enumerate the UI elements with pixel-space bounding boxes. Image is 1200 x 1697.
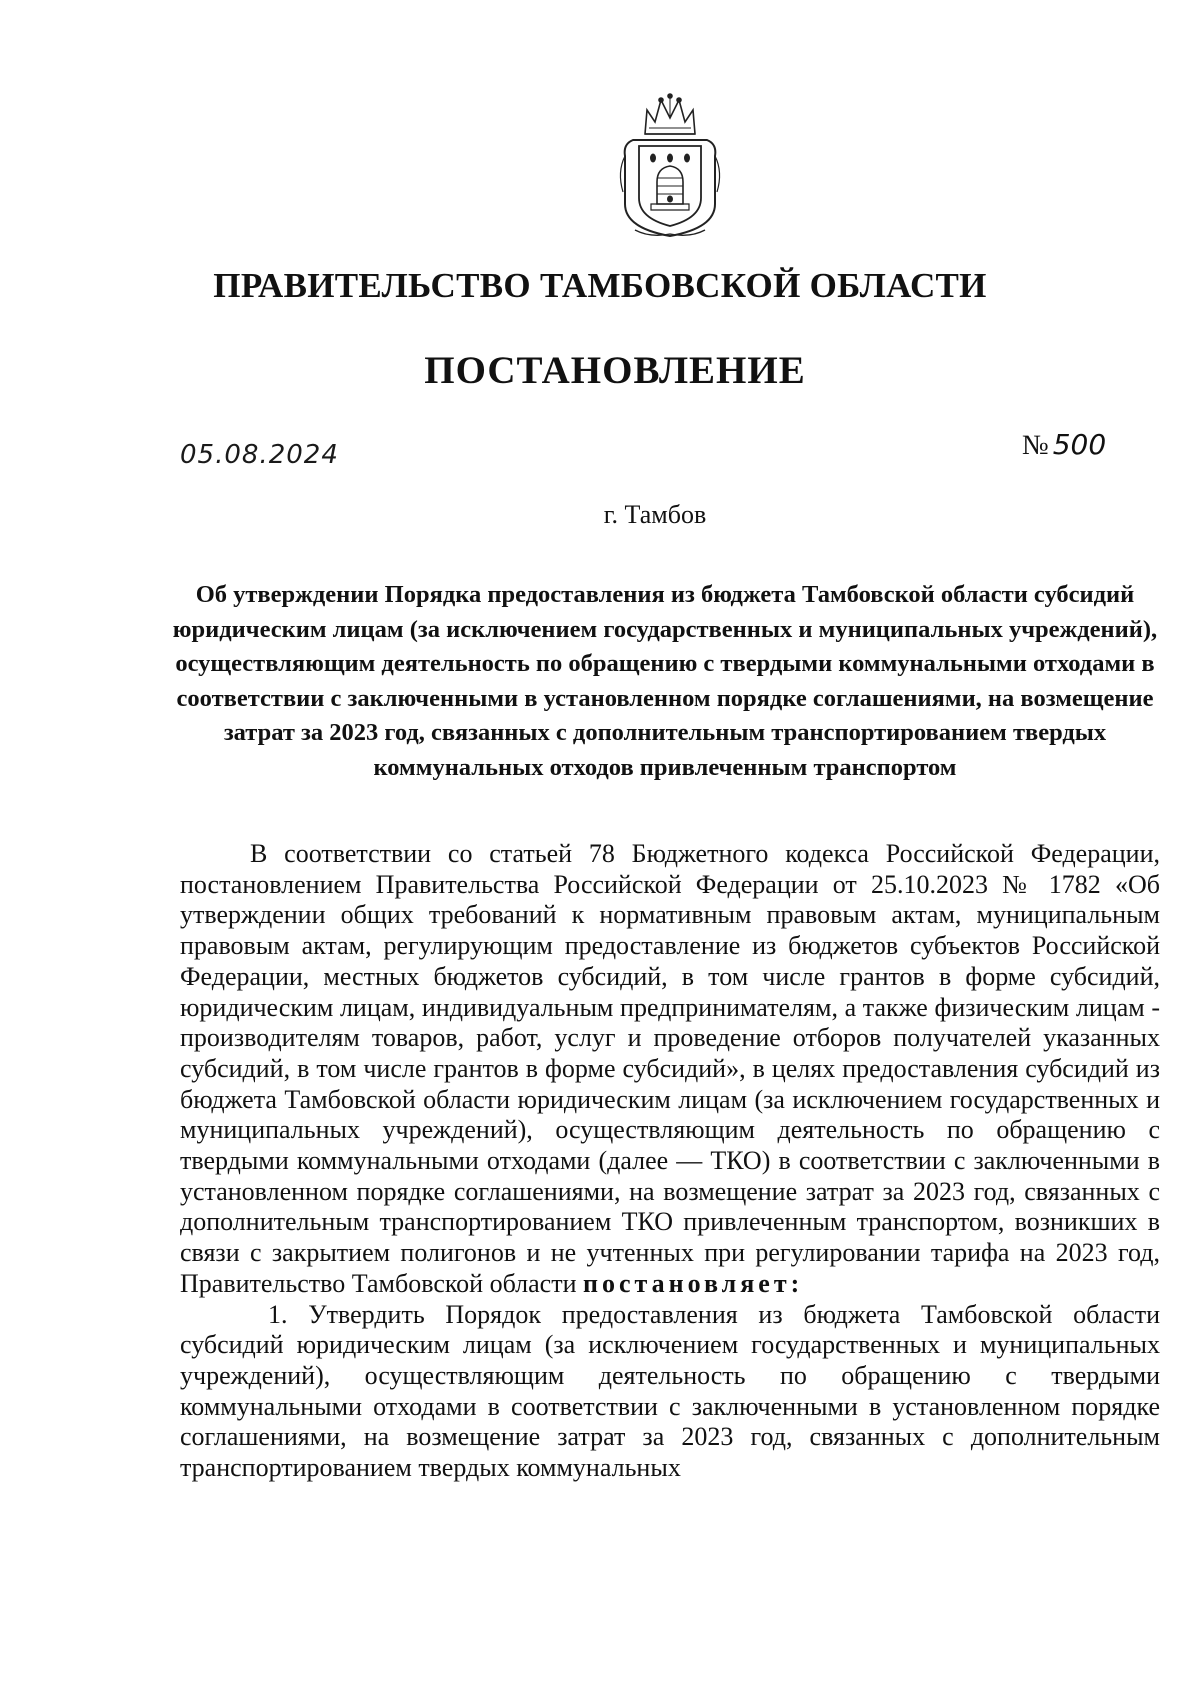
tambov-coat-of-arms-icon bbox=[615, 92, 725, 240]
preamble-text: В соответствии со статьей 78 Бюджетного кодекса Российской Федерации, постановлением Правительства Российской Федерации от 25.10.2023 № 1782 «Об утверждении общих требований к нормативным правовым актам, муниципальным правовым актам, регулирующим предоставление из бюджетов субъектов Российской Федерации, местных бюджетов субсидий, в том числе грантов в форме субсидий, юридическим лицам, индивидуальным предпринимателям, а также физическим лицам - производителям товаров, работ, услуг и проведение отборов получателей указанных субсидий, в том числе грантов в форме субсидий», в целях предоставления субсидий из бюджета Тамбовской области юридическим лицам (за исключением государственных и муниципальных учреждений), осуществляющим деятельность по обращению с твердыми коммунальными отходами (далее — ТКО) в соответствии с заключенными в установленном порядке соглашениями, на возмещение затрат за 2023 год, связанных с дополнительным транспортированием ТКО привлеченным транспортом, возникших в связи с закрытием полигонов и не учтенных при регулировании тарифа на 2023 год, Правительство Тамбовской области bbox=[180, 839, 1160, 1298]
decree-word: постановляет: bbox=[583, 1268, 804, 1298]
city-line: г. Тамбов bbox=[603, 500, 707, 529]
document-subject: Об утверждении Порядка предоставления из бюджета Тамбовской области субсидий юридическим лицам (за исключением государственных и муниципальных учреждений), осуществляющим деятельность по обращению с твердыми коммунальными отходами в соответствии с заключенными в установленном порядке соглашениями, на возмещение затрат за 2023 год, связанных с дополнительным транспортированием твердых коммунальных отходов привлеченным транспортом bbox=[172, 581, 1158, 781]
document-date: 05.08.2024 bbox=[180, 440, 339, 470]
preamble-paragraph bbox=[180, 839, 1160, 1300]
organization-title: ПРАВИТЕЛЬСТВО ТАМБОВСКОЙ ОБЛАСТИ bbox=[213, 266, 987, 305]
number-sign: № bbox=[1022, 430, 1049, 461]
number-value: 500 bbox=[1052, 428, 1107, 461]
document-type-title: ПОСТАНОВЛЕНИЕ bbox=[424, 349, 806, 392]
item-1-paragraph: 1. Утвердить Порядок предоставления из бюджета Тамбовской области субсидий юридическим лицам (за исключением государственных и муниципальных учреждений), осуществляющим деятельность по обращению с твердыми коммунальными отходами в соответствии с заключенными в установленном порядке соглашениями, на возмещение затрат за 2023 год, связанных с дополнительным транспортированием твердых коммунальных bbox=[180, 1299, 1160, 1483]
document-number bbox=[1022, 428, 1106, 462]
document-body bbox=[180, 839, 1160, 1484]
